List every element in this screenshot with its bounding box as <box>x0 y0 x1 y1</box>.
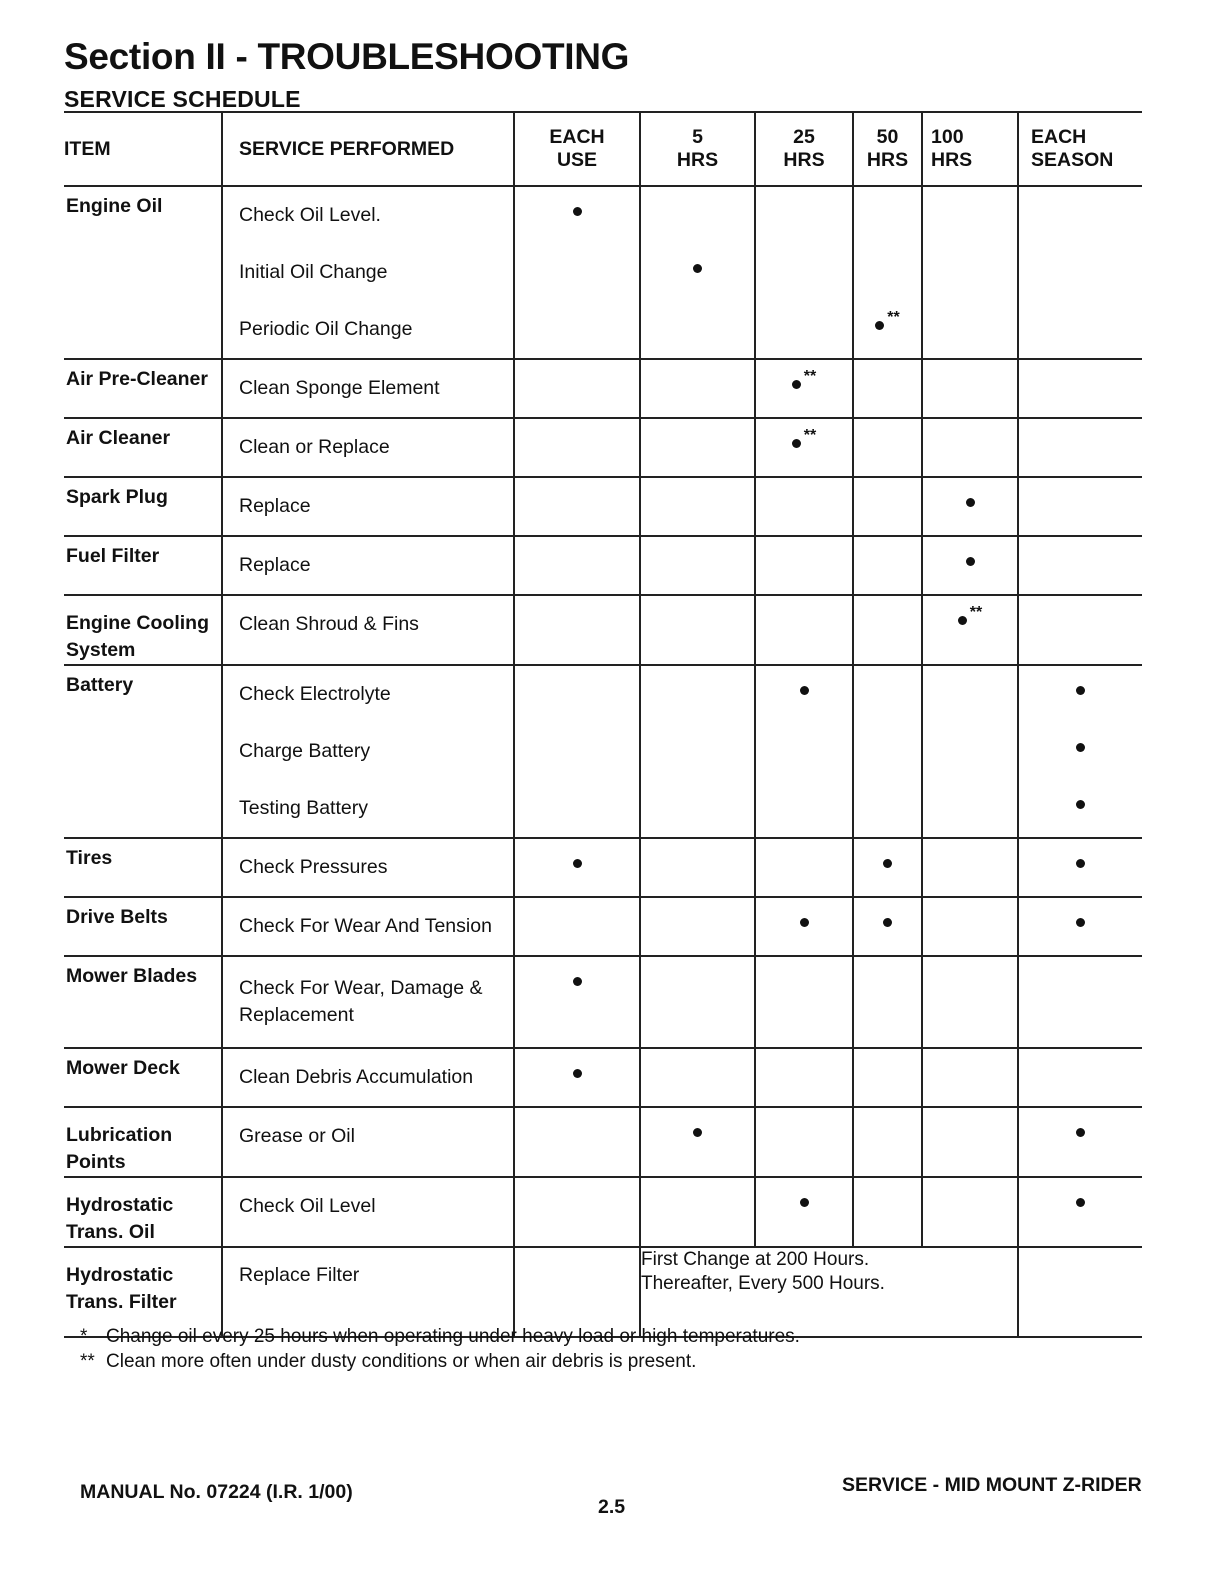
table-row <box>64 1107 1142 1177</box>
service-interval-dot <box>792 439 801 448</box>
service-interval-dot <box>573 977 582 986</box>
item-cell: Engine Cooling System <box>64 595 222 665</box>
service-interval-dot <box>1076 918 1085 927</box>
mark-cell-h100 <box>922 1107 1018 1177</box>
table-row <box>64 1048 1142 1107</box>
service-interval-dot <box>1076 686 1085 695</box>
service-line: Clean Sponge Element <box>239 377 440 399</box>
mark-cell-h50 <box>853 1048 922 1107</box>
table-body <box>64 186 1142 1337</box>
mark-cell-h25 <box>755 838 853 897</box>
mark-cell-h25 <box>755 536 853 595</box>
service-line: Periodic Oil Change <box>239 318 413 340</box>
mark-cell-h25 <box>755 956 853 1048</box>
mark-cell-each-season <box>1018 186 1142 359</box>
mark-cell-each-use <box>514 595 640 665</box>
service-cell <box>222 418 514 477</box>
mark-cell-h50 <box>853 595 922 665</box>
service-interval-dot <box>693 1128 702 1137</box>
mark-cell-h5 <box>640 1048 755 1107</box>
service-interval-dot <box>800 686 809 695</box>
service-cell <box>222 956 514 1048</box>
mark-cell-h100 <box>922 477 1018 536</box>
column-header-100-hrs: 100 HRS <box>922 112 1018 186</box>
service-line: Initial Oil Change <box>239 261 388 283</box>
mark-cell-each-use <box>514 1048 640 1107</box>
service-interval-dot <box>800 1198 809 1207</box>
mark-cell-h25 <box>755 1177 853 1247</box>
mark-cell-h5 <box>640 1107 755 1177</box>
mark-cell-each-season <box>1018 838 1142 897</box>
service-line: Check For Wear And Tension <box>239 915 492 937</box>
service-interval-dot <box>958 616 967 625</box>
mark-cell-each-season <box>1018 1107 1142 1177</box>
mark-cell-h50 <box>853 665 922 838</box>
service-interval-dot <box>1076 800 1085 809</box>
item-cell: Drive Belts <box>64 897 222 956</box>
service-line: Testing Battery <box>239 797 368 819</box>
service-interval-dot <box>573 207 582 216</box>
mark-cell-h100 <box>922 1048 1018 1107</box>
dusty-conditions-marker: ** <box>969 603 983 621</box>
mark-cell-h5 <box>640 186 755 359</box>
table-row <box>64 359 1142 418</box>
mark-cell-h5 <box>640 956 755 1048</box>
mark-cell-each-use <box>514 536 640 595</box>
service-cell <box>222 838 514 897</box>
footnote-heavy-load: * Change oil every 25 hours when operating under heavy load or high temperatures. <box>80 1326 800 1347</box>
mark-cell-each-season <box>1018 1247 1142 1337</box>
mark-cell-each-season <box>1018 956 1142 1048</box>
mark-cell-h100 <box>922 897 1018 956</box>
item-cell: Air Cleaner <box>64 418 222 477</box>
filter-change-note: First Change at 200 Hours. Thereafter, Every 500 Hours. <box>640 1247 1018 1337</box>
mark-cell-h100 <box>922 665 1018 838</box>
mark-cell-h50 <box>853 359 922 418</box>
mark-cell-h25 <box>755 418 853 477</box>
table-row <box>64 665 1142 838</box>
table-row <box>64 897 1142 956</box>
service-cell <box>222 359 514 418</box>
service-interval-dot <box>1076 859 1085 868</box>
service-interval-dot <box>966 557 975 566</box>
mark-cell-each-use <box>514 359 640 418</box>
mark-cell-each-season <box>1018 665 1142 838</box>
service-line: Grease or Oil <box>239 1125 355 1147</box>
service-interval-dot <box>573 859 582 868</box>
mark-cell-each-season <box>1018 1048 1142 1107</box>
service-cell <box>222 1177 514 1247</box>
service-cell <box>222 536 514 595</box>
mark-cell-h100 <box>922 838 1018 897</box>
service-interval-dot <box>1076 1128 1085 1137</box>
mark-cell-h5 <box>640 665 755 838</box>
mark-cell-h25 <box>755 665 853 838</box>
service-interval-dot <box>792 380 801 389</box>
mark-cell-h50 <box>853 838 922 897</box>
mark-cell-each-season <box>1018 1177 1142 1247</box>
mark-cell-h50 <box>853 418 922 477</box>
product-name: SERVICE - MID MOUNT Z-RIDER <box>842 1474 1142 1496</box>
mark-cell-each-use <box>514 477 640 536</box>
column-header-service: SERVICE PERFORMED <box>222 112 514 186</box>
mark-cell-h25 <box>755 897 853 956</box>
service-interval-dot <box>966 498 975 507</box>
service-line: Replace <box>239 554 311 576</box>
dusty-conditions-marker: ** <box>803 426 817 444</box>
table-row <box>64 838 1142 897</box>
column-header-each-season: EACH SEASON <box>1018 112 1142 186</box>
service-line: Replace Filter <box>239 1264 360 1286</box>
dusty-conditions-marker: ** <box>803 367 817 385</box>
mark-cell-h50 <box>853 536 922 595</box>
mark-cell-h25 <box>755 1107 853 1177</box>
service-schedule-heading: SERVICE SCHEDULE <box>64 86 301 112</box>
table-row <box>64 186 1142 359</box>
service-cell <box>222 1247 514 1337</box>
service-cell <box>222 595 514 665</box>
mark-cell-h25 <box>755 186 853 359</box>
service-interval-dot <box>573 1069 582 1078</box>
mark-cell-h100 <box>922 1177 1018 1247</box>
service-interval-dot <box>693 264 702 273</box>
mark-cell-h100 <box>922 359 1018 418</box>
mark-cell-h100 <box>922 536 1018 595</box>
service-schedule-table <box>64 111 1142 1338</box>
mark-cell-h5 <box>640 1177 755 1247</box>
service-cell <box>222 1048 514 1107</box>
service-line: Replace <box>239 495 311 517</box>
table-row <box>64 595 1142 665</box>
mark-cell-each-use <box>514 418 640 477</box>
table-row <box>64 1177 1142 1247</box>
mark-cell-h5 <box>640 595 755 665</box>
service-line: Check Pressures <box>239 856 388 878</box>
service-cell <box>222 665 514 838</box>
mark-cell-h100 <box>922 956 1018 1048</box>
service-line: Check Electrolyte <box>239 683 391 705</box>
service-line: Check For Wear, Damage & Replacement <box>239 977 483 1026</box>
mark-cell-h5 <box>640 838 755 897</box>
mark-cell-h5 <box>640 359 755 418</box>
table-row <box>64 536 1142 595</box>
service-interval-dot <box>800 918 809 927</box>
column-header-each-use: EACH USE <box>514 112 640 186</box>
mark-cell-h25 <box>755 359 853 418</box>
column-header-50-hrs: 50 HRS <box>853 112 922 186</box>
mark-cell-h25 <box>755 595 853 665</box>
page-number: 2.5 <box>598 1496 626 1518</box>
footnote-dusty-conditions: ** Clean more often under dusty conditions or when air debris is present. <box>80 1351 697 1372</box>
mark-cell-each-use <box>514 1107 640 1177</box>
service-line: Charge Battery <box>239 740 371 762</box>
item-cell: Spark Plug <box>64 477 222 536</box>
manual-number: MANUAL No. 07224 (I.R. 1/00) <box>80 1481 353 1503</box>
mark-cell-each-use <box>514 897 640 956</box>
service-cell <box>222 186 514 359</box>
mark-cell-h50 <box>853 186 922 359</box>
mark-cell-each-use <box>514 838 640 897</box>
item-cell: Air Pre-Cleaner <box>64 359 222 418</box>
service-line: Clean Debris Accumulation <box>239 1066 474 1088</box>
service-line: Check Oil Level. <box>239 204 381 226</box>
mark-cell-h25 <box>755 1048 853 1107</box>
item-cell: Mower Deck <box>64 1048 222 1107</box>
table-row <box>64 956 1142 1048</box>
mark-cell-each-season <box>1018 536 1142 595</box>
mark-cell-h100 <box>922 595 1018 665</box>
item-cell: Tires <box>64 838 222 897</box>
mark-cell-each-season <box>1018 418 1142 477</box>
item-cell: Lubrication Points <box>64 1107 222 1177</box>
mark-cell-h50 <box>853 897 922 956</box>
dusty-conditions-marker: ** <box>887 308 900 326</box>
service-line: Check Oil Level <box>239 1195 376 1217</box>
service-interval-dot <box>1076 743 1085 752</box>
service-interval-dot <box>875 321 884 330</box>
mark-cell-h50 <box>853 1107 922 1177</box>
mark-cell-h50 <box>853 477 922 536</box>
mark-cell-each-use <box>514 1177 640 1247</box>
mark-cell-h50 <box>853 956 922 1048</box>
item-cell: Mower Blades <box>64 956 222 1048</box>
mark-cell-each-season <box>1018 897 1142 956</box>
column-header-25-hrs: 25 HRS <box>755 112 853 186</box>
item-cell: Hydrostatic Trans. Filter <box>64 1247 222 1337</box>
mark-cell-h5 <box>640 477 755 536</box>
service-line: Clean or Replace <box>239 436 390 458</box>
mark-cell-each-season <box>1018 359 1142 418</box>
item-cell: Hydrostatic Trans. Oil <box>64 1177 222 1247</box>
table-row <box>64 1247 1142 1337</box>
table-row <box>64 477 1142 536</box>
mark-cell-each-season <box>1018 595 1142 665</box>
mark-cell-h100 <box>922 418 1018 477</box>
mark-cell-each-season <box>1018 477 1142 536</box>
column-header-5-hrs: 5 HRS <box>640 112 755 186</box>
service-cell <box>222 1107 514 1177</box>
service-interval-dot <box>1076 1198 1085 1207</box>
service-cell <box>222 897 514 956</box>
mark-cell-each-use <box>514 665 640 838</box>
service-interval-dot <box>883 859 892 868</box>
mark-cell-h25 <box>755 477 853 536</box>
mark-cell-h100 <box>922 186 1018 359</box>
mark-cell-each-use <box>514 956 640 1048</box>
mark-cell-each-use <box>514 1247 640 1337</box>
mark-cell-h50 <box>853 1177 922 1247</box>
item-cell: Battery <box>64 665 222 838</box>
mark-cell-h5 <box>640 897 755 956</box>
section-title: Section II - TROUBLESHOOTING <box>64 36 630 77</box>
mark-cell-h5 <box>640 536 755 595</box>
service-line: Clean Shroud & Fins <box>239 613 419 635</box>
item-cell: Fuel Filter <box>64 536 222 595</box>
service-interval-dot <box>883 918 892 927</box>
table-row <box>64 418 1142 477</box>
item-cell: Engine Oil <box>64 186 222 359</box>
table-header-row <box>64 112 1142 186</box>
mark-cell-each-use <box>514 186 640 359</box>
service-cell <box>222 477 514 536</box>
mark-cell-h5 <box>640 418 755 477</box>
column-header-item: ITEM <box>64 112 222 186</box>
